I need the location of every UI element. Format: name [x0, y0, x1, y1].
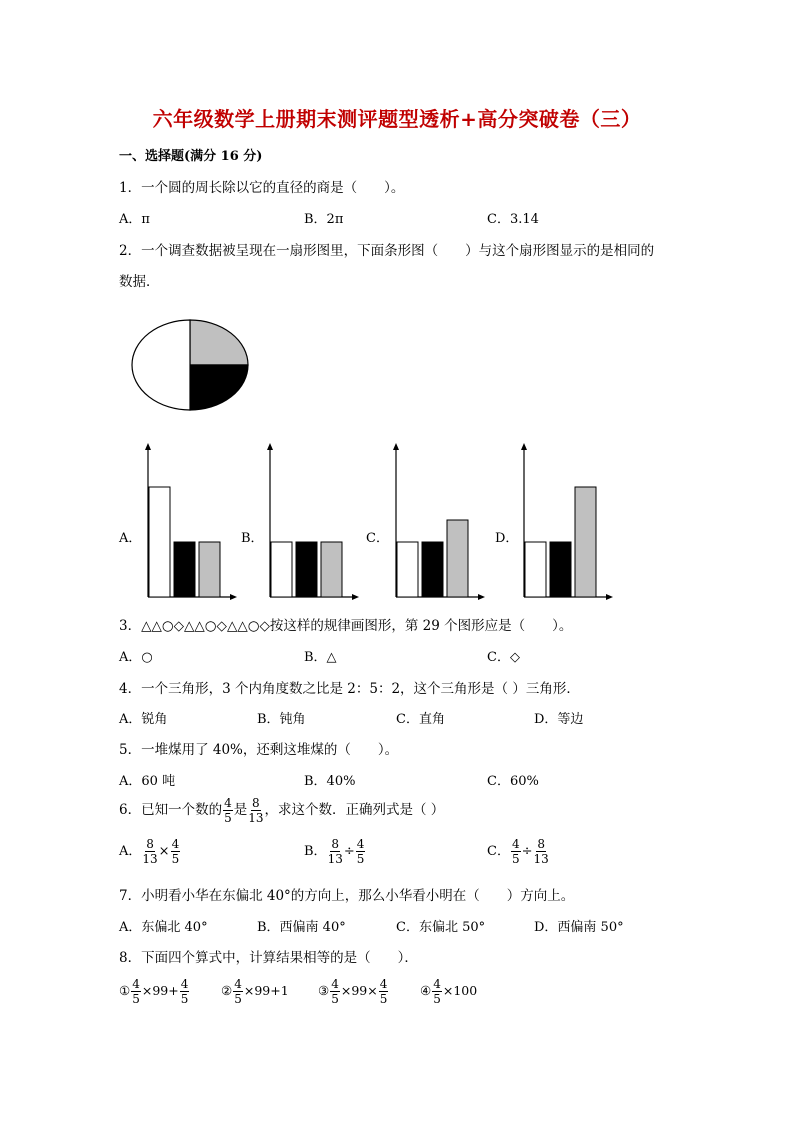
q7-option-a[interactable]: A．东偏北 40°: [119, 920, 208, 935]
x-axis-arrow: [478, 594, 485, 600]
q5-option-b[interactable]: B．40%: [304, 774, 356, 789]
question-5: 5．一堆煤用了 40%，还剩这堆煤的（ ）。: [119, 742, 399, 758]
x-axis-arrow: [606, 594, 613, 600]
question-2-line2: 数据．: [119, 274, 160, 290]
q4-option-b[interactable]: B．钝角: [257, 712, 306, 727]
question-8: 8．下面四个算式中，计算结果相等的是（ ）．: [119, 950, 418, 966]
q1-option-b[interactable]: B．2π: [304, 212, 344, 227]
q6-option-c[interactable]: C． $\frac{4}{5}$ ÷ $\frac{8}{13}$: [487, 837, 549, 866]
y-axis-arrow: [393, 443, 399, 450]
q7-option-d[interactable]: D．西偏南 50°: [534, 920, 624, 935]
bar-1: [174, 542, 195, 597]
bar-1: [550, 542, 571, 597]
x-axis-arrow: [230, 594, 237, 600]
bar-1: [422, 542, 443, 597]
q8-expression-3[interactable]: ③ $\frac{4}{5}$ ×99× $\frac{4}{5}$: [318, 977, 388, 1006]
pie-slice-0: [132, 320, 190, 410]
x-axis-arrow: [352, 594, 359, 600]
bar-0: [271, 542, 292, 597]
q4-option-c[interactable]: C．直角: [396, 712, 445, 727]
bar-0: [525, 542, 546, 597]
q6-prefix: 6．已知一个数的: [119, 802, 223, 818]
bar-chart-d: [512, 440, 616, 604]
bar-2: [199, 542, 220, 597]
q8-expression-4[interactable]: ④ $\frac{4}{5}$ ×100: [420, 977, 478, 1006]
bar-chart-a: [136, 440, 240, 604]
bar-0: [397, 542, 418, 597]
bar-0: [149, 487, 170, 597]
q6-mid: 是: [233, 802, 248, 818]
question-7: 7．小明看小华在东偏北 40°的方向上，那么小华看小明在（ ）方向上。: [119, 888, 575, 904]
q1-option-a[interactable]: A．π: [119, 212, 150, 227]
q2-option-a[interactable]: A．: [119, 531, 142, 546]
q6-option-a[interactable]: A． $\frac{8}{13}$ × $\frac{4}{5}$: [119, 837, 180, 866]
bar-2: [447, 520, 468, 597]
q2-option-c[interactable]: C．: [366, 531, 389, 546]
q6-fraction-2: $\frac{8}{13}$: [248, 796, 264, 825]
q6-fraction-1: $\frac{4}{5}$: [224, 796, 232, 825]
y-axis-arrow: [145, 443, 151, 450]
q3-option-c[interactable]: C．◇: [487, 650, 520, 665]
q8-expression-2[interactable]: ② $\frac{4}{5}$ ×99+1: [221, 977, 289, 1006]
y-axis-arrow: [267, 443, 273, 450]
q3-option-a[interactable]: A．○: [119, 650, 153, 665]
q5-option-a[interactable]: A．60 吨: [119, 774, 176, 789]
bar-1: [296, 542, 317, 597]
q2-option-b[interactable]: B．: [241, 531, 264, 546]
q6-option-b[interactable]: B． $\frac{8}{13}$ ÷ $\frac{4}{5}$: [304, 837, 365, 866]
q5-option-c[interactable]: C．60%: [487, 774, 539, 789]
question-4: 4．一个三角形，3 个内角度数之比是 2：5：2，这个三角形是（ ）三角形．: [119, 681, 580, 697]
question-2-line1: 2．一个调查数据被呈现在一扇形图里，下面条形图（ ）与这个扇形图显示的是相同的: [119, 243, 655, 259]
bar-2: [575, 487, 596, 597]
q8-expression-1[interactable]: ① $\frac{4}{5}$ ×99+ $\frac{4}{5}$: [119, 977, 189, 1006]
section-heading: 一、选择题(满分 16 分): [119, 149, 263, 164]
question-6: [119, 797, 444, 824]
q1-option-c[interactable]: C．3.14: [487, 212, 539, 227]
q2-option-d[interactable]: D．: [495, 531, 519, 546]
q3-option-b[interactable]: B．△: [304, 650, 337, 665]
q4-option-d[interactable]: D．等边: [534, 712, 584, 727]
pie-slice-2: [190, 365, 248, 410]
q7-option-c[interactable]: C．东偏北 50°: [396, 920, 486, 935]
bar-chart-c: [384, 440, 488, 604]
q4-option-a[interactable]: A．锐角: [119, 712, 168, 727]
q7-option-b[interactable]: B．西偏南 40°: [257, 920, 346, 935]
pie-slice-1: [190, 320, 248, 365]
y-axis-arrow: [521, 443, 527, 450]
pie-chart: [128, 318, 254, 414]
q6-suffix: ，求这个数．正确列式是（ ）: [264, 802, 445, 818]
question-3: 3．△△○◇△△○◇△△○◇按这样的规律画图形，第 29 个图形应是（ ）。: [119, 618, 573, 634]
bar-2: [321, 542, 342, 597]
question-1: 1．一个圆的周长除以它的直径的商是（ ）。: [119, 180, 405, 196]
page-title: 六年级数学上册期末测评题型透析+高分突破卷（三）: [152, 107, 642, 131]
bar-chart-b: [258, 440, 362, 604]
